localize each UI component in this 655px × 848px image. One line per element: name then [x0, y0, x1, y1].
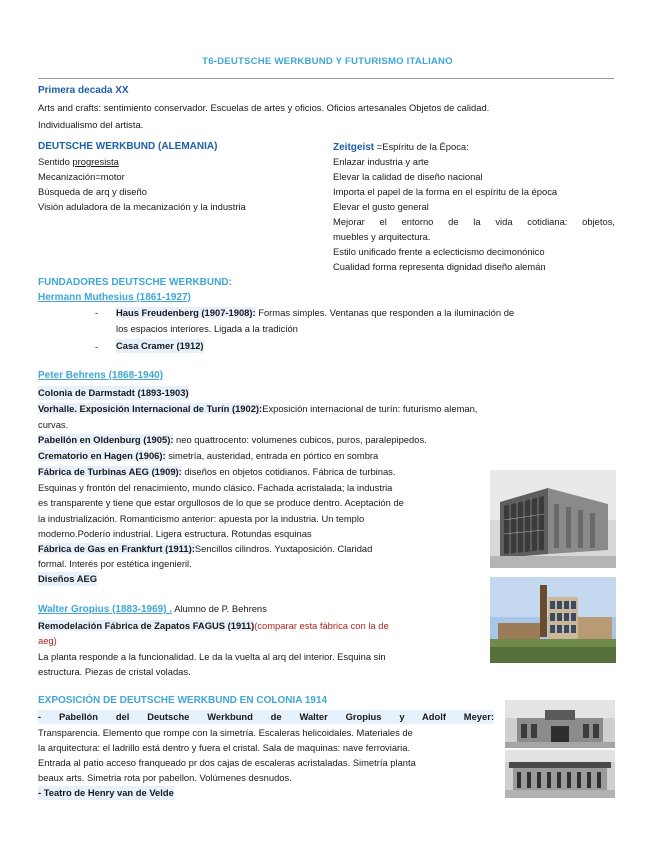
aeg-line-4: la industrialización. Romanticismo anterior: apuesta por la industria. Un templo	[38, 513, 365, 524]
zeitgeist-item-3: Importa el papel de la forma en el espíritu de la época	[333, 186, 558, 197]
aeg-turbine-factory-photo	[490, 470, 616, 568]
aeg-line: Fábrica de Turbinas AEG (1909): diseños en objetos cotidianos. Fábrica de turbinas.	[38, 466, 396, 477]
haus-freudenberg-line-2: los espacios interiores. Ligada a la tradición	[116, 323, 298, 334]
zeitgeist-item-6: Estilo unificado frente a eclecticismo decimonónico	[333, 246, 545, 257]
progresista-word: progresista	[72, 156, 119, 167]
gropius-text-1: La planta responde a la funcionalidad. Le da la vuelta al arq del interior. Esquina sin	[38, 651, 386, 662]
aeg-line-3: es transparente y tiene que estar orgullosos de lo que se produce dentro. Aceptación de	[38, 497, 404, 508]
fagus-factory-photo	[490, 577, 616, 663]
werkbund-pavilion-photo-top	[505, 700, 615, 748]
vorhalle-line-2: curvas.	[38, 419, 69, 430]
colonia-darmstadt: Colonia de Darmstadt (1893-1903)	[38, 387, 189, 398]
aeg-line-5: moderno.Poderío industrial. Ligera estructura. Rotundas esquinas	[38, 528, 312, 539]
fundadores-heading: FUNDADORES DEUTSCHE WERKBUND:	[38, 277, 232, 288]
werkbund-item-2: Mecanización=motor	[38, 171, 125, 182]
expo-heading: EXPOSICIÓN DE DEUTSCHE WERKBUND EN COLONIA 1914	[38, 695, 328, 706]
fagus-line-2: aeg)	[38, 635, 57, 646]
pabellon-title: - Pabellón del Deutsche Werkbund de Walter Gropius y Adolf Meyer:	[38, 711, 494, 722]
disenos-aeg: Diseños AEG	[38, 573, 98, 584]
aeg-line-2: Esquinas y frontón del renacimiento, mundo clásico. Fachada acristalada; la industria	[38, 482, 393, 493]
zeitgeist-item-4: Elevar el gusto general	[333, 201, 429, 212]
behrens-link[interactable]: Peter Behrens (1868-1940)	[38, 370, 164, 381]
muthesius-link[interactable]: Hermann Muthesius (1861-1927)	[38, 292, 191, 303]
zeitgeist-item-2: Elevar la calidad de diseño nacional	[333, 171, 483, 182]
werkbund-item-4: Visión aduladora de la mecanización y la industria	[38, 201, 246, 212]
vorhalle-line: Vorhalle. Exposición Internacional de Turín (1902):Exposición internacional de turín: futurismo aleman,	[38, 403, 478, 414]
fagus-line: Remodelación Fábrica de Zapatos FAGUS (1911)(comparar esta fábrica con la de	[38, 620, 389, 631]
bullet-haus: -	[95, 307, 99, 318]
gropius-text-2: estructura. Piezas de cristal voladas.	[38, 666, 191, 677]
bullet-cramer: -	[95, 341, 99, 352]
title-divider	[38, 78, 614, 79]
gropius-link[interactable]: Walter Gropius (1883-1969) .	[38, 604, 173, 615]
primera-line-2: Individualismo del artista.	[38, 119, 144, 130]
zeitgeist-item-5: Mejorar el entorno de la vida cotidiana: objetos,	[333, 216, 615, 227]
oldenburg-line: Pabellón en Oldenburg (1905): neo quattrocento: volumenes cubicos, puros, paralepipedos.	[38, 434, 427, 445]
primera-heading: Primera decada XX	[38, 85, 129, 96]
zeitgeist-heading: Zeitgeist =Espíritu de la Época:	[333, 141, 469, 153]
hagen-line: Crematorio en Hagen (1906): simetría, austeridad, entrada en pórtico en sombra	[38, 450, 379, 461]
werkbund-heading: DEUTSCHE WERKBUND (ALEMANIA)	[38, 141, 218, 152]
expo-text-3: Entrada al patio acceso franqueado pr dos cajas de escaleras acristaladas. Simetría planta	[38, 757, 416, 768]
gropius-line: Walter Gropius (1883-1969) . Alumno de P. Behrens	[38, 603, 267, 615]
gas-line: Fábrica de Gas en Frankfurt (1911):Sencillos cilindros. Yuxtaposición. Claridad	[38, 543, 373, 554]
zeitgeist-item-7: Cualidad forma representa dignidad diseño alemán	[333, 261, 546, 272]
gas-line-2: formal. Interés por estética ingenieril.	[38, 558, 192, 569]
primera-line-1: Arts and crafts: sentimiento conservador. Escuelas de artes y oficios. Oficios artesanales Objetos de calidad.	[38, 102, 490, 113]
teatro-van-de-velde: - Teatro de Henry van de Velde	[38, 787, 174, 798]
werkbund-item-3: Búsqueda de arq y diseño	[38, 186, 147, 197]
expo-text-2: la arquitectura: el ladrillo está dentro y fuera el cristal. Sala de maquinas: nave ferroviaria.	[38, 742, 411, 753]
page-title: T6-DEUTSCHE WERKBUND Y FUTURISMO ITALIANO	[202, 56, 453, 67]
casa-cramer: Casa Cramer (1912)	[116, 340, 204, 351]
expo-text-1: Transparencia. Elemento que rompe con la simetría. Escaleras helicoidales. Materiales de	[38, 727, 413, 738]
werkbund-item-1: Sentido progresista	[38, 156, 119, 167]
zeitgeist-item-5b: muebles y arquitectura.	[333, 231, 431, 242]
zeitgeist-item-1: Enlazar industria y arte	[333, 156, 429, 167]
haus-freudenberg-line: Haus Freudenberg (1907-1908): Formas simples. Ventanas que responden a la iluminación de	[116, 307, 515, 318]
expo-text-4: beaux arts. Simetria rota por pabellon. Volúmenes desnudos.	[38, 772, 292, 783]
werkbund-pavilion-photo-bottom	[505, 750, 615, 798]
